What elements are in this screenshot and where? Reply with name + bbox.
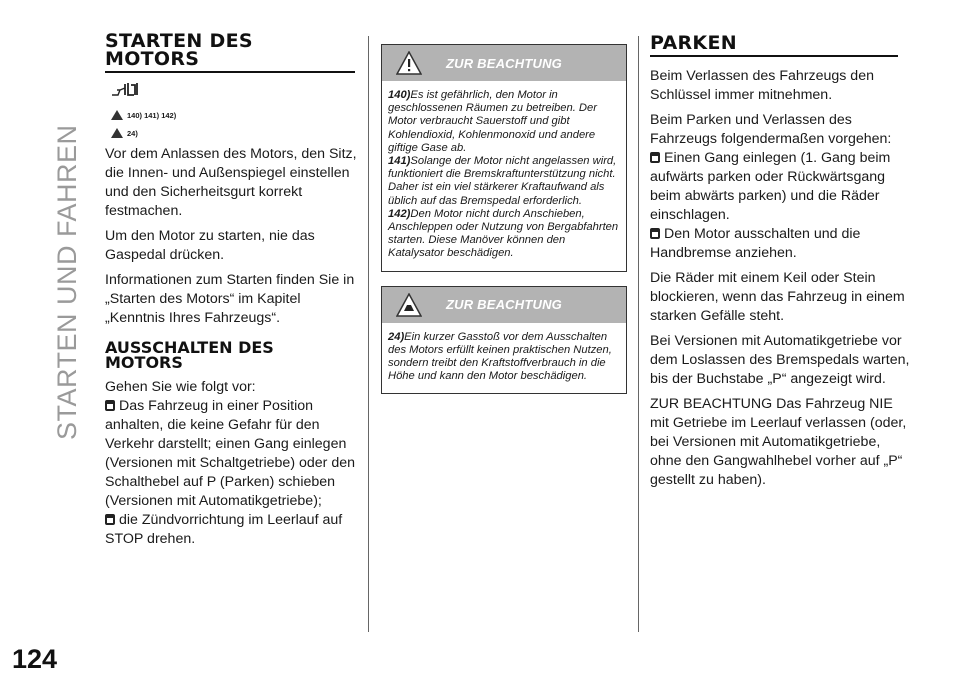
- section-subheading-ausschalten: AUSSCHALTEN DES MOTORS: [105, 338, 274, 372]
- paragraph: Informationen zum Starten finden Sie in „Starten des Motors“ im Kapitel „Kenntnis Ihres Fahrzeugs“.: [105, 272, 355, 326]
- bullet-icon: [650, 228, 660, 239]
- engine-start-icon: [111, 81, 359, 101]
- column-middle: [381, 0, 627, 394]
- paragraph: ZUR BEACHTUNG Das Fahrzeug NIE mit Getriebe im Leerlauf verlassen (oder, bei Versionen mit Automatikgetriebe, ohne den Gangwahlhebel vorher auf „P“ gestellt zu haben).: [650, 396, 907, 488]
- caution-box-header: [382, 287, 626, 323]
- paragraph: Beim Parken und Verlassen des Fahrzeugs folgendermaßen vorgehen:: [650, 112, 892, 147]
- warning-box-header: [382, 45, 626, 81]
- caution-box-label: ZUR BEACHTUNG: [446, 297, 562, 313]
- note-item: [388, 89, 620, 155]
- bullet-icon: [105, 400, 115, 411]
- bullet-item: [650, 225, 910, 263]
- caution-triangle-icon: [111, 128, 123, 138]
- bullet-item: [105, 511, 359, 549]
- note-ref: 140): [388, 89, 411, 101]
- warning-refs: 140) 141) 142): [127, 111, 177, 120]
- note-text: Ein kurzer Gasstoß vor dem Ausschalten des Motors erfüllt keinen praktischen Nutzen, sondern treibt den Kraftstoffverbrauch in die Höhe und kann den Motor beschädigen.: [388, 330, 612, 383]
- heading-rule: [105, 71, 355, 73]
- note-text: Den Motor nicht durch Anschieben, Anschleppen oder Nutzung von Bergabfahrten starten. Diese Manöver können den Katalysator beschädigen.: [388, 207, 619, 260]
- warning-refs-row: [111, 105, 359, 119]
- note-item: [388, 155, 620, 208]
- caution-box-body: [382, 323, 626, 394]
- bullet-icon: [650, 152, 660, 163]
- section-heading-starten: STARTEN DES MOTORS: [105, 30, 253, 70]
- heading-rule: [650, 55, 898, 57]
- paragraph: Um den Motor zu starten, nie das Gaspedal drücken.: [105, 228, 315, 263]
- caution-refs-row: [111, 123, 359, 137]
- paragraph: Bei Versionen mit Automatikgetriebe vor dem Loslassen des Bremspedals warten, bis der Buchstabe „P“ angezeigt wird.: [650, 333, 910, 387]
- chapter-side-title: STARTEN UND FAHREN: [52, 124, 82, 440]
- caution-box: [381, 286, 627, 395]
- bullet-item: [650, 149, 910, 225]
- column-divider: [368, 36, 369, 632]
- bullet-text: Den Motor ausschalten und die Handbremse anziehen.: [650, 226, 861, 261]
- bullet-text: Einen Gang einlegen (1. Gang beim aufwärts parken oder Rückwärtsgang beim abwärts parken) und die Räder einschlagen.: [650, 150, 891, 223]
- paragraph: Gehen Sie wie folgt vor:: [105, 379, 256, 395]
- warning-triangle-icon: [396, 51, 422, 80]
- caution-refs: 24): [127, 129, 138, 138]
- warning-triangle-icon: [111, 110, 123, 120]
- note-text: Solange der Motor nicht angelassen wird, funktioniert die Bremskraftunterstützung nicht. Daher ist ein viel stärkerer Kraftaufwand als üblich auf das Bremspedal erforderlich.: [388, 155, 617, 207]
- note-ref: 141): [388, 155, 411, 168]
- warning-box: [381, 44, 627, 272]
- page-number: 124: [12, 644, 58, 674]
- paragraph: Beim Verlassen des Fahrzeugs den Schlüssel immer mitnehmen.: [650, 68, 874, 103]
- bullet-icon: [105, 514, 115, 525]
- paragraph: Vor dem Anlassen des Motors, den Sitz, die Innen- und Außenspiegel einstellen und den Sicherheitsgurt korrekt festmachen.: [105, 146, 357, 219]
- note-ref: 142): [388, 207, 411, 220]
- column-divider: [638, 36, 639, 632]
- column-left: [105, 0, 359, 549]
- warning-box-body: [382, 81, 626, 271]
- note-text: Es ist gefährlich, den Motor in geschlossenen Räumen zu betreiben. Der Motor verbraucht Sauerstoff und gibt Kohlendioxid, Kohlenmonoxid und andere giftige Gase ab.: [388, 89, 597, 154]
- bullet-text: Das Fahrzeug in einer Position anhalten, die keine Gefahr für den Verkehr darstellt; einen Gang einlegen (Versionen mit Schaltgetriebe) oder den Schalthebel auf P (Parken) schieben (Versionen mit Automatikgetriebe);: [105, 398, 355, 509]
- paragraph: Die Räder mit einem Keil oder Stein blockieren, wenn das Fahrzeug in einem starken Gefälle steht.: [650, 270, 905, 324]
- section-heading-parken: PARKEN: [650, 32, 737, 54]
- note-item: [388, 208, 620, 261]
- note-item: [388, 331, 620, 384]
- bullet-item: [105, 397, 359, 511]
- bullet-text: die Zündvorrichtung im Leerlauf auf STOP drehen.: [105, 512, 343, 547]
- note-ref: 24): [388, 330, 405, 343]
- warning-box-label: ZUR BEACHTUNG: [446, 55, 562, 71]
- column-right: [650, 0, 910, 490]
- caution-triangle-icon: [396, 293, 422, 322]
